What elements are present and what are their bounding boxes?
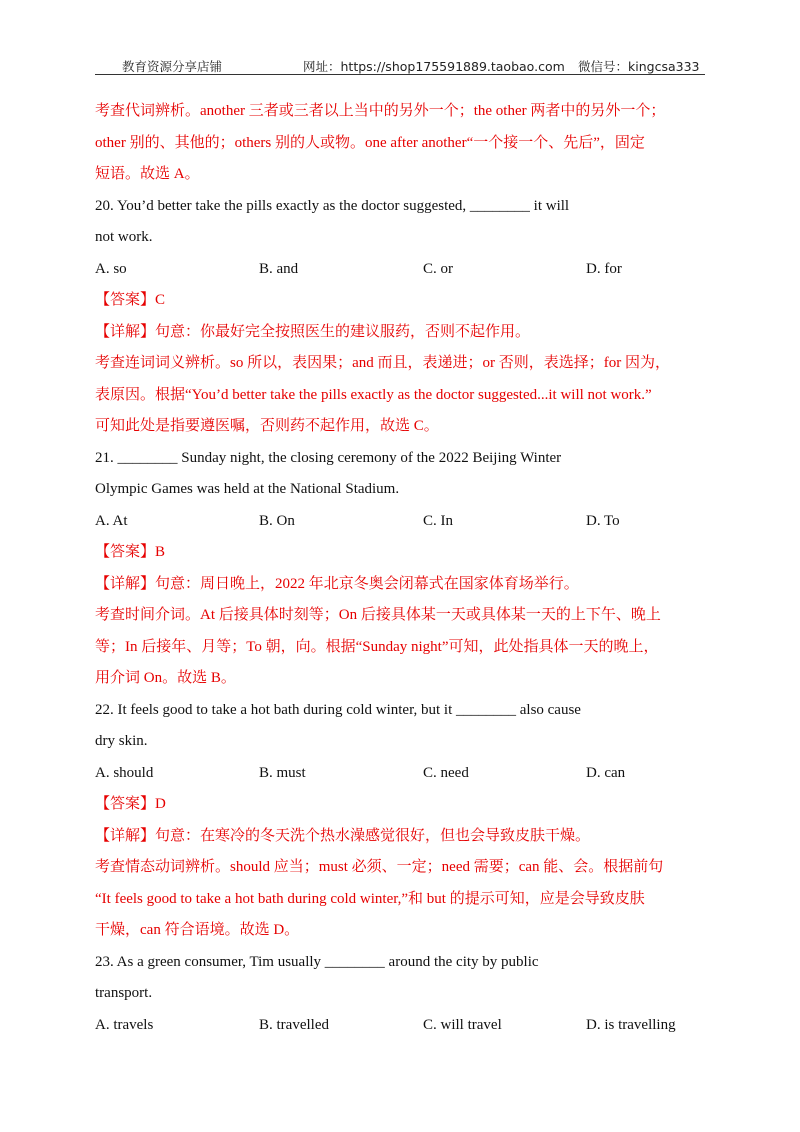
analysis-line: 考查连词词义辨析。so 所以，表因果；and 而且，表递进；or 否则，表选择；for 因为， [95, 355, 670, 371]
option-d: D. is travelling [586, 1016, 676, 1033]
analysis-line: other 别的、其他的；others 别的人或物。one after another“一个接一个、先后”，固定 [95, 134, 645, 151]
analysis-line: 考查情态动词辨析。should 应当；must 必须、一定；need 需要；can 能、会。根据前句 [95, 859, 664, 875]
document-body [95, 96, 715, 1041]
analysis-line: 等；In 后接年、月等；To 朝，向。根据“Sunday night”可知，此处指具体一天的晚上， [95, 638, 659, 655]
question-text: 20. You’d better take the pills exactly as the doctor suggested, ________ it will [95, 197, 570, 214]
question-text: transport. [95, 985, 153, 1001]
option-a: A. so [95, 260, 127, 277]
option-b: B. must [259, 764, 306, 781]
question-text: dry skin. [95, 733, 148, 749]
question-text: not work. [95, 229, 153, 245]
analysis-line: 可知此处是指要遵医嘱，否则药不起作用，故选 C。 [95, 418, 439, 434]
option-b: B. travelled [259, 1016, 329, 1033]
options-row [95, 506, 715, 538]
option-b: B. and [259, 260, 299, 277]
analysis-line: 短语。故选 A。 [95, 166, 200, 182]
answer: 【答案】D [95, 796, 166, 812]
question-text: 22. It feels good to take a hot bath during cold winter, but it ________ also cause [95, 701, 581, 718]
option-c: C. will travel [423, 1016, 502, 1033]
analysis-line: 考查代词辨析。another 三者或三者以上当中的另外一个；the other 两者中的另外一个； [95, 103, 666, 119]
page-header [95, 52, 705, 75]
option-c: C. or [423, 260, 453, 277]
options-row [95, 1010, 715, 1042]
options-row [95, 758, 715, 790]
header-shop-name: 教育资源分享店铺 [122, 59, 223, 74]
analysis-line: 考查时间介词。At 后接具体时刻等；On 后接具体某一天或具体某一天的上下午、晚上 [95, 607, 661, 623]
option-c: C. In [423, 512, 453, 529]
answer: 【答案】B [95, 544, 166, 560]
sentence-meaning: 【详解】句意：你最好完全按照医生的建议服药，否则不起作用。 [95, 323, 531, 340]
answer: 【答案】C [95, 292, 166, 308]
analysis-line: 表原因。根据“You’d better take the pills exactly as the doctor suggested...it will not work.” [95, 386, 652, 403]
analysis-line: 用介词 On。故选 B。 [95, 670, 236, 686]
question-text: Olympic Games was held at the National Stadium. [95, 481, 400, 497]
header-wechat-id: 微信号：kingcsa333 [578, 59, 700, 74]
header-shop-url: 网址：https://shop175591889.taobao.com [303, 59, 565, 74]
question-text: 23. As a green consumer, Tim usually ________ around the city by public [95, 953, 539, 970]
option-d: D. To [586, 512, 620, 529]
analysis-line: 干燥，can 符合语境。故选 D。 [95, 922, 300, 938]
option-a: A. should [95, 764, 154, 781]
previous-analysis [95, 96, 715, 191]
option-d: D. for [586, 260, 622, 277]
option-d: D. can [586, 764, 626, 781]
option-b: B. On [259, 512, 295, 529]
question-21 [95, 443, 715, 695]
question-text: 21. ________ Sunday night, the closing ceremony of the 2022 Beijing Winter [95, 449, 562, 466]
question-22 [95, 695, 715, 947]
question-20 [95, 191, 715, 443]
sentence-meaning: 【详解】句意：在寒冷的冬天洗个热水澡感觉很好，但也会导致皮肤干燥。 [95, 827, 591, 844]
question-23 [95, 947, 715, 1042]
analysis-line: “It feels good to take a hot bath during cold winter,”和 but 的提示可知，应是会导致皮肤 [95, 890, 645, 907]
option-a: A. travels [95, 1016, 154, 1033]
options-row [95, 254, 715, 286]
option-c: C. need [423, 764, 469, 781]
sentence-meaning: 【详解】句意：周日晚上，2022 年北京冬奥会闭幕式在国家体育场举行。 [95, 575, 579, 592]
option-a: A. At [95, 512, 128, 529]
